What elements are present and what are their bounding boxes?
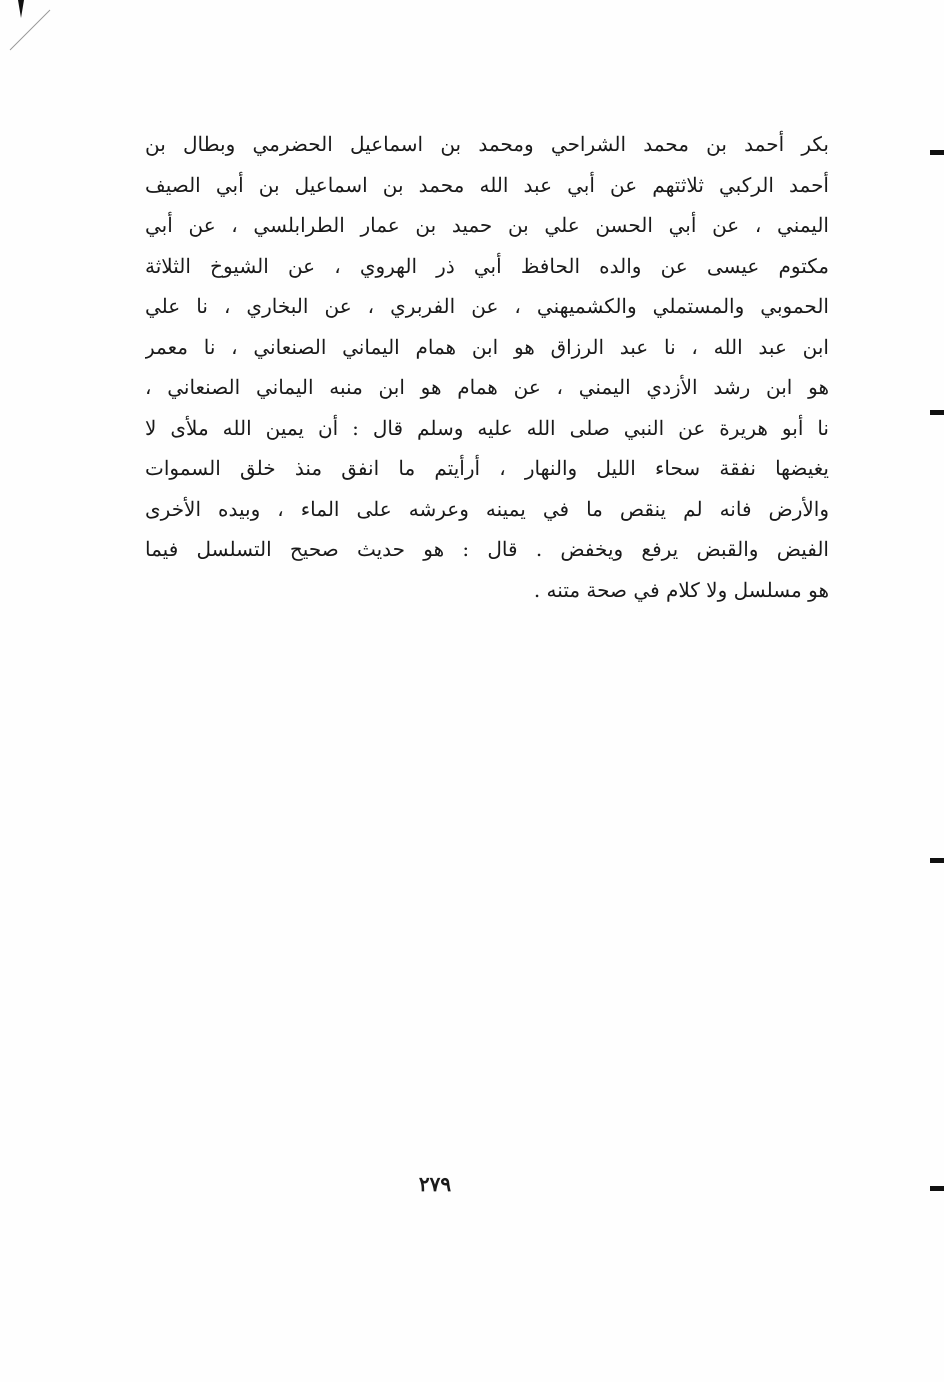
edge-mark	[930, 410, 944, 415]
text-line: هو ابن رشد الأزدي اليمني ، عن همام هو ابن منبه اليماني الصنعاني ،	[145, 375, 829, 399]
text-line: مكتوم عيسى عن والده الحافظ أبي ذر الهروي ، عن الشيوخ الثلاثة	[145, 253, 829, 278]
text-line: الحموبي والمستملي والكشميهني ، عن الفربري ، عن البخاري ، نا علي	[145, 294, 829, 318]
text-line: هو مسلسل ولا كلام في صحة متنه .	[533, 577, 829, 602]
corner-scan-mark	[8, 0, 52, 52]
text-line: ابن عبد الله ، نا عبد الرزاق هو ابن همام اليماني الصنعاني ، نا معمر	[145, 334, 829, 359]
text-line: بكر أحمد بن محمد الشراحي ومحمد بن اسماعيل الحضرمي وبطال بن	[145, 132, 829, 156]
text-line: والأرض فانه لم ينقص ما في يمينه وعرشه على الماء ، وبيده الأخرى	[145, 496, 829, 521]
edge-mark	[930, 858, 944, 863]
page-number: ٢٧٩	[418, 1172, 452, 1196]
text-line: اليمني ، عن أبي الحسن علي بن حميد بن عمار الطرابلسي ، عن أبي	[145, 213, 829, 237]
body-text	[145, 124, 829, 610]
edge-mark	[930, 150, 944, 155]
edge-mark	[930, 1186, 944, 1191]
text-line: يغيضها نفقة سحاء الليل والنهار ، أرأيتم ما انفق منذ خلق السموات	[145, 456, 829, 480]
text-line: نا أبو هريرة عن النبي صلى الله عليه وسلم قال : أن يمين الله ملأى لا	[145, 415, 829, 440]
text-line: الفيض والقبض يرفع ويخفض . قال : هو حديث صحيح التسلسل فيما	[145, 537, 829, 561]
text-line: أحمد الركبي ثلاثتهم عن أبي عبد الله محمد بن اسماعيل بن أبي الصيف	[145, 172, 829, 197]
